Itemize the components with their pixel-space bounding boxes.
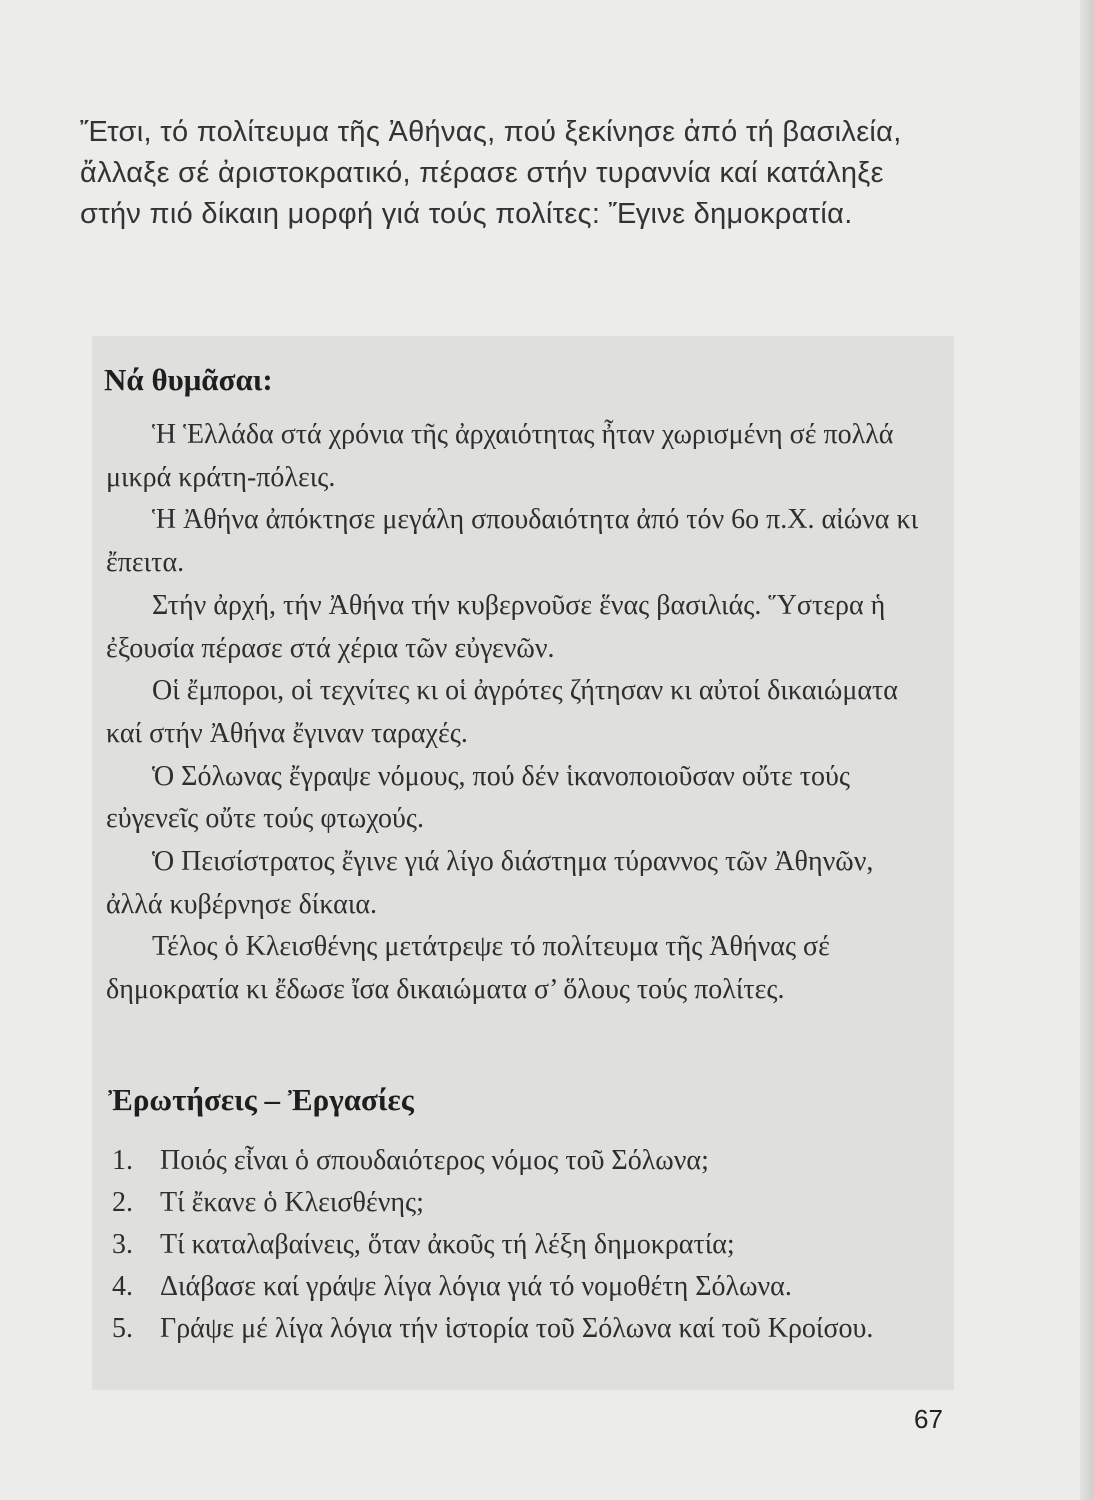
remember-paragraph: Ἡ Ἑλλάδα στά χρόνια τῆς ἀρχαιότητας ἦταν χωρισμένη σέ πολλά μικρά κράτη-πόλεις. [106,419,894,493]
remember-paragraph: Τέλος ὁ Κλεισθένης μετάτρεψε τό πολίτευμα τῆς Ἀθήνας σέ δημοκρατία κι ἔδωσε ἴσα δικαιώματα σ’ ὅλους τούς πολίτες. [106,931,830,1006]
question-item [112,1308,932,1350]
questions-list [112,1140,932,1350]
remember-paragraph: Οἱ ἔμποροι, οἱ τεχνίτες κι οἱ ἀγρότες ζήτησαν κι αὐτοί δικαιώματα καί στήν Ἀθήνα ἔγιναν ταραχές. [106,675,898,749]
question-number: 5. [112,1313,133,1344]
question-number: 3. [112,1229,133,1260]
intro-paragraph [80,112,930,235]
question-number: 4. [112,1271,133,1302]
question-text: Γράψε μέ λίγα λόγια τήν ἱστορία τοῦ Σόλωνα καί τοῦ Κροίσου. [160,1313,874,1344]
remember-paragraph: Ὁ Πεισίστρατος ἔγινε γιά λίγο διάστημα τύραννος τῶν Ἀθηνῶν, ἀλλά κυβέρνησε δίκαια. [106,846,874,920]
page-edge [1080,0,1094,1500]
page-number: 67 [914,1404,943,1434]
question-number: 1. [112,1145,133,1176]
question-item [112,1140,932,1182]
question-text: Τί ἔκανε ὁ Κλεισθένης; [160,1187,424,1218]
question-item [112,1266,932,1308]
remember-title: Νά θυμᾶσαι: [104,362,273,397]
question-text: Τί καταλαβαίνεις, ὅταν ἀκοῦς τή λέξη δημοκρατία; [160,1229,735,1260]
remember-paragraph: Ἡ Ἀθήνα ἀπόκτησε μεγάλη σπουδαιότητα ἀπό τόν 6ο π.Χ. αἰώνα κι ἔπειτα. [106,504,919,579]
question-text: Διάβασε καί γράψε λίγα λόγια γιά τό νομοθέτη Σόλωνα. [160,1271,792,1302]
question-item [112,1182,932,1224]
remember-text [106,414,932,1012]
question-item [112,1224,932,1266]
intro-text: Ἔτσι, τό πολίτευμα τῆς Ἀθήνας, πού ξεκίνησε ἀπό τή βασιλεία, ἄλλαξε σέ ἀριστοκρατικό, πέρασε στήν τυραννία καί κατάληξε στήν πιό δίκαιη μορφή γιά τούς πολίτες: Ἔγινε δημοκρατία. [80,116,902,230]
question-number: 2. [112,1187,133,1218]
questions-title: Ἐρωτήσεις – Ἐργασίες [108,1082,414,1117]
question-text: Ποιός εἶναι ὁ σπουδαιότερος νόμος τοῦ Σόλωνα; [160,1145,709,1176]
remember-paragraph: Ὁ Σόλωνας ἔγραψε νόμους, πού δέν ἱκανοποιοῦσαν οὔτε τούς εὐγενεῖς οὔτε τούς φτωχούς. [106,760,850,835]
remember-paragraph: Στήν ἀρχή, τήν Ἀθήνα τήν κυβερνοῦσε ἕνας βασιλιάς. Ὕστερα ἡ ἐξουσία πέρασε στά χέρια τῶν εὐγενῶν. [106,589,886,664]
